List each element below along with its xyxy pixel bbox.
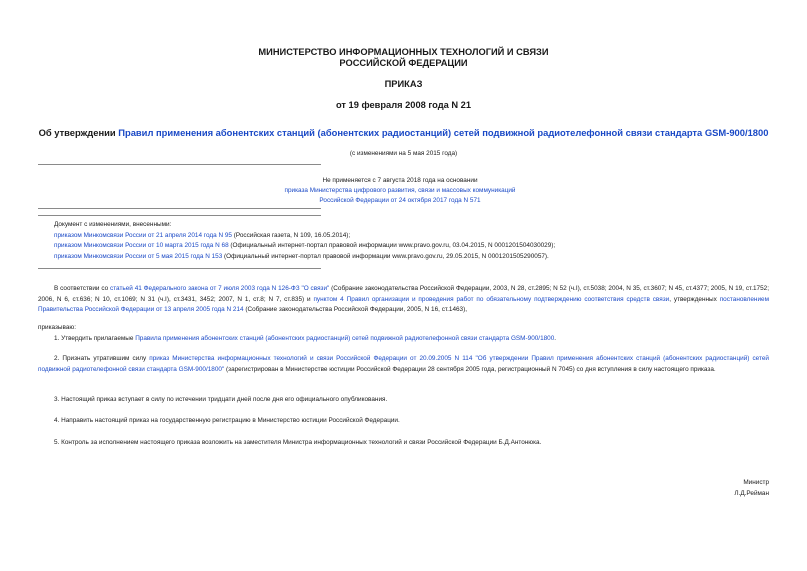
- signature-name: Л.Д.Рейман: [734, 490, 769, 497]
- item-1-text: 1. Утвердить прилагаемые: [54, 335, 136, 342]
- ministry-name-line2: РОССИЙСКОЙ ФЕДЕРАЦИИ: [339, 58, 468, 68]
- item-1-link[interactable]: Правила применения абонентских станций (абонентских радиостанций) сетей подвижной радиотелефонной связи стандарта GSM-900/1800: [135, 335, 555, 342]
- changes-item: [54, 252, 794, 263]
- title-link[interactable]: Правил применения абонентских станций (абонентских радиостанций) сетей подвижной радиотелефонной связи стандарта GSM-900/1800: [118, 127, 769, 138]
- divider: [38, 215, 321, 216]
- changes-heading: Документ с изменениями, внесенными:: [54, 221, 172, 228]
- notice-text: Не применяется с 7 августа 2018 года на основании: [322, 177, 478, 184]
- divider: [38, 164, 321, 165]
- item-1-end: .: [554, 335, 557, 342]
- divider: [38, 268, 321, 269]
- preamble-link-resolution[interactable]: постановлением Правительства Российской Федерации от 13 апреля 2005 года N 214: [38, 295, 769, 314]
- changes-item-text: (Официальный интернет-портал правовой информации www.pravo.gov.ru, 03.04.2015, N 0001201504030029);: [228, 242, 556, 250]
- notice-block: [250, 176, 550, 207]
- changes-item-link[interactable]: приказом Минкомсвязи России от 21 апреля 2014 года N 95: [54, 231, 232, 239]
- preamble-link-law[interactable]: статьей 41 Федерального закона от 7 июля 2003 года N 126-ФЗ "О связи": [110, 285, 330, 292]
- preamble-text: (Собрание законодательства Российской Федерации, 2003, N 28, ст.2895; N 52 (ч.I), ст.5038; 2004, N 35, ст.3607; N 45, ст.4377; 2005, N 19, ст.1752; 2006, N 6, ст.636; N 10, ст.1069; N 31 (ч.I), ст.3431, 3452; 2007, N 1, ст.8; N 7, ст.835) и: [38, 285, 769, 303]
- changes-item-text: (Официальный интернет-портал правовой информации www.pravo.gov.ru, 29.05.2015, N 0001201505290057).: [222, 252, 549, 260]
- preamble-text: В соответствии со: [54, 285, 110, 292]
- changes-item-link[interactable]: приказом Минкомсвязи России от 10 марта 2015 года N 68: [54, 242, 229, 250]
- order-word: приказываю:: [38, 324, 76, 331]
- item-3: 3. Настоящий приказ вступает в силу по истечении тридцати дней после дня его официального опубликования.: [54, 396, 388, 403]
- item-2: [38, 354, 769, 375]
- changes-item-link[interactable]: приказом Минкомсвязи России от 5 мая 2015 года N 153: [54, 252, 223, 260]
- signature-position: Министр: [743, 479, 769, 486]
- item-2-end: (зарегистрирован в Министерстве юстиции Российской Федерации 28 сентября 2005 года, регистрационный N 7045) со дня вступления в силу настоящего приказа.: [224, 365, 716, 373]
- preamble-link-rules[interactable]: пунктом 4 Правил организации и проведения работ по обязательному подтверждению соответствия средств связи: [313, 295, 670, 303]
- divider: [38, 208, 321, 209]
- title-prefix: Об утверждении: [38, 127, 119, 138]
- ministry-name-line1: МИНИСТЕРСТВО ИНФОРМАЦИОННЫХ ТЕХНОЛОГИЙ И СВЯЗИ: [258, 47, 549, 57]
- document-type: ПРИКАЗ: [384, 79, 423, 89]
- item-5: 5. Контроль за исполнением настоящего приказа возложить на заместителя Министра информационных технологий и связи Российской Федерации Б.Д.Антонюка.: [54, 439, 542, 446]
- notice-link-line2[interactable]: Российской Федерации от 24 октября 2017 года N 571: [319, 197, 481, 205]
- changes-item-text: (Российская газета, N 109, 16.05.2014);: [231, 231, 351, 239]
- preamble-text: (Собрание законодательства Российской Федерации, 2005, N 16, ст.1463),: [243, 306, 468, 314]
- revision-note: (с изменениями на 5 мая 2015 года): [349, 150, 458, 157]
- document-title: [38, 127, 769, 138]
- changes-block: [54, 220, 794, 262]
- item-2-text: 2. Признать утратившим силу: [54, 355, 150, 362]
- preamble: [38, 284, 769, 316]
- item-1: [54, 335, 769, 343]
- item-2-link[interactable]: приказ Министерства информационных технологий и связи Российской Федерации от 20.09.2005 N 114 "Об утверждении Правил применения абонентских станций (абонентских радиостанций) сетей подвижной радиотелефонной связи стандарта GSM-900/1800": [38, 355, 769, 373]
- changes-item: [54, 241, 794, 252]
- preamble-text: , утвержденных: [669, 295, 720, 303]
- item-4: 4. Направить настоящий приказ на государственную регистрацию в Министерство юстиции Российской Федерации.: [54, 417, 400, 424]
- document-date: от 19 февраля 2008 года N 21: [335, 100, 472, 110]
- changes-item: [54, 231, 794, 242]
- notice-link-line1[interactable]: приказа Министерства цифрового развития, связи и массовых коммуникаций: [284, 187, 516, 195]
